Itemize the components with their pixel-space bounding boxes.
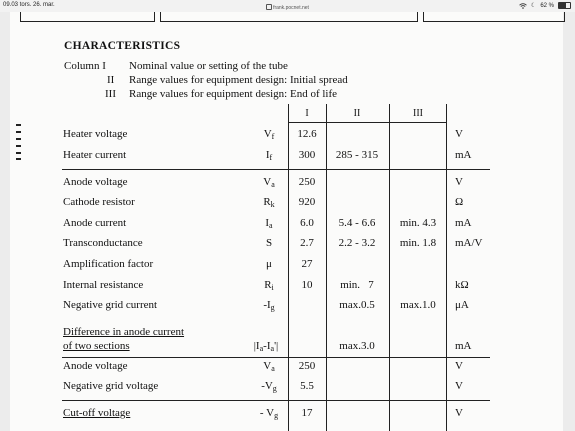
row-label: Heater voltage	[63, 128, 128, 140]
value-col1: 17	[301, 407, 313, 419]
row-label: Heater current	[63, 149, 127, 161]
row-symbol: $-I_g$	[263, 299, 275, 312]
row-unit: V	[455, 407, 463, 419]
page-top-box-right	[423, 12, 565, 22]
status-date: tors. 26. mar.	[19, 2, 55, 8]
scan-mark	[16, 158, 21, 160]
legend-col-text: Range values for equipment design: Initial spread	[129, 74, 348, 86]
value-col1: 920	[298, 196, 316, 208]
row-symbol: $R_i$	[264, 279, 274, 292]
row-symbol: S	[265, 237, 273, 249]
row-symbol: $V_f$	[263, 128, 275, 141]
battery-icon	[558, 2, 571, 9]
scan-mark	[16, 131, 21, 133]
table-rule	[62, 357, 490, 358]
value-col2: 2.2 - 3.2	[338, 237, 376, 249]
row-unit: V	[455, 380, 463, 392]
table-rule	[288, 122, 446, 123]
value-col2: 285 - 315	[335, 149, 379, 161]
scan-mark	[16, 138, 21, 140]
row-unit: Ω	[455, 196, 464, 208]
value-col1: 250	[298, 176, 316, 188]
row-unit: mA/V	[455, 237, 483, 249]
value-col2: min. 7	[340, 279, 374, 291]
column-header: I	[305, 108, 309, 119]
section-title: CHARACTERISTICS	[64, 40, 181, 52]
row-unit: V	[455, 128, 463, 140]
table-rule	[62, 169, 490, 170]
column-header: II	[353, 108, 361, 119]
row-label: Negative grid voltage	[63, 380, 159, 392]
legend-col-num: Column I	[64, 60, 106, 72]
value-col1: 27	[301, 258, 313, 270]
row-label: Anode voltage	[63, 360, 128, 372]
scan-mark	[16, 145, 21, 147]
row-label: Transconductance	[63, 237, 143, 249]
row-symbol: $R_k$	[263, 196, 275, 209]
row-symbol: - $V_g$	[259, 407, 279, 420]
legend-col-text: Range values for equipment design: End of life	[129, 88, 338, 100]
row-symbol: $-V_g$	[261, 380, 277, 393]
scan-mark	[16, 152, 21, 154]
value-col1: 300	[298, 149, 316, 161]
row-unit: mA	[455, 217, 472, 229]
row-unit: V	[455, 360, 463, 372]
row-symbol: μ	[266, 258, 272, 270]
page-top-box-left	[20, 12, 155, 22]
row-label: of two sections	[63, 340, 130, 352]
legend-col-num: III	[105, 88, 116, 100]
legend-col-text: Nominal value or setting of the tube	[129, 60, 288, 72]
value-col3: min. 4.3	[399, 217, 437, 229]
row-symbol: $V_a$	[263, 176, 275, 189]
row-unit: V	[455, 176, 463, 188]
value-col3: min. 1.8	[399, 237, 437, 249]
battery-percent: 62 %	[540, 2, 554, 9]
row-label: Internal resistance	[63, 279, 144, 291]
row-unit: kΩ	[455, 279, 469, 291]
url-text: frank.pocnet.net	[273, 5, 309, 11]
row-label: Cathode resistor	[63, 196, 135, 208]
scan-mark	[16, 124, 21, 126]
page-top-box-center	[160, 12, 418, 22]
table-rule	[446, 104, 447, 431]
value-col3: max.1.0	[400, 299, 436, 311]
value-col1: 2.7	[300, 237, 314, 249]
row-unit: mA	[455, 340, 472, 352]
row-unit: mA	[455, 149, 472, 161]
row-label: Amplification factor	[63, 258, 154, 270]
row-symbol: $V_a$	[263, 360, 275, 373]
address-bar[interactable]	[0, 4, 575, 11]
column-header: III	[413, 108, 423, 119]
row-label: Difference in anode current	[63, 326, 185, 338]
row-symbol: $I_f$	[265, 149, 273, 162]
lock-icon	[266, 4, 272, 10]
legend-col-num: II	[107, 74, 115, 86]
value-col1: 12.6	[297, 128, 317, 140]
moon-icon: ☾	[530, 3, 537, 9]
value-col2: max.3.0	[339, 340, 375, 352]
wifi-icon	[519, 3, 527, 9]
value-col1: 5.5	[300, 380, 314, 392]
value-col1: 250	[298, 360, 316, 372]
value-col1: 6.0	[300, 217, 314, 229]
table-rule	[62, 400, 490, 401]
row-label: Anode voltage	[63, 176, 128, 188]
row-label: Cut-off voltage	[63, 407, 131, 419]
value-col2: max.0.5	[339, 299, 375, 311]
value-col1: 10	[301, 279, 313, 291]
value-col2: 5.4 - 6.6	[338, 217, 376, 229]
row-label: Negative grid current	[63, 299, 158, 311]
row-label: Anode current	[63, 217, 127, 229]
row-symbol: $I_a$	[265, 217, 273, 230]
status-bar	[0, 0, 575, 12]
table-rule	[389, 104, 390, 431]
row-symbol: $|I_a-I_a'|$	[253, 340, 279, 353]
row-unit: μA	[455, 299, 469, 311]
status-time: 09.03	[3, 2, 19, 8]
